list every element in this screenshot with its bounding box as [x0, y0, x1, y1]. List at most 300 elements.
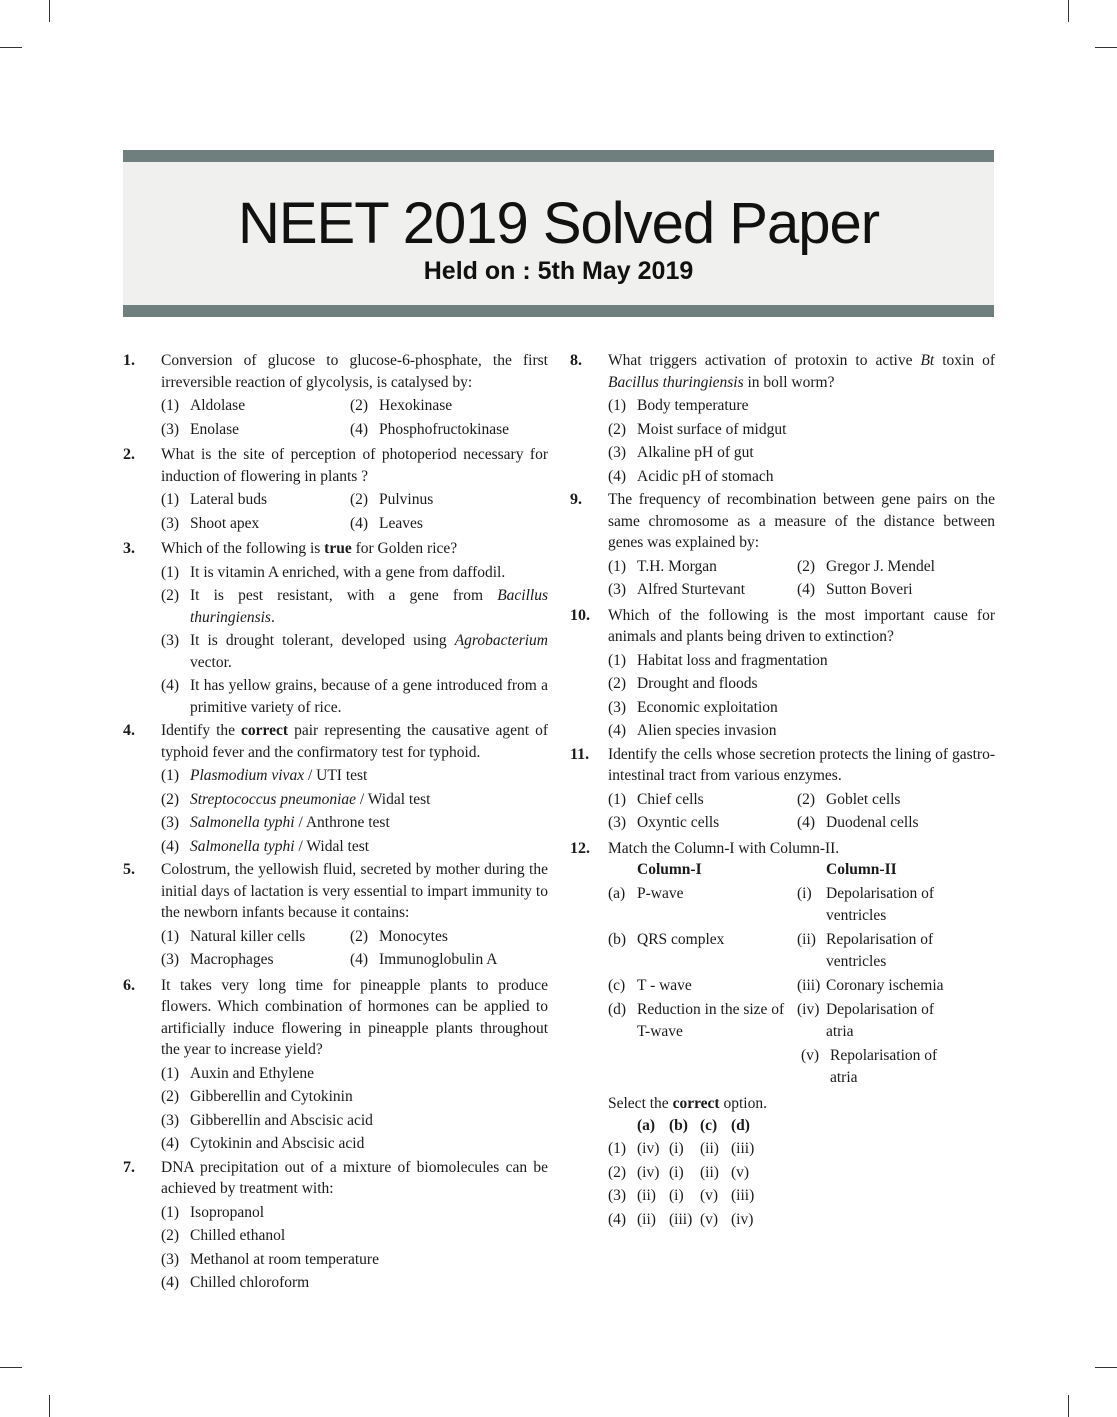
option	[350, 419, 548, 441]
option-text	[190, 421, 239, 438]
option-number: (2)	[161, 587, 180, 604]
option	[608, 789, 797, 811]
option	[161, 1249, 548, 1271]
text-run: Salmonella typhi	[190, 837, 295, 855]
text-run: It is vitamin A enriched, with a gene from daffodil.	[190, 563, 506, 581]
crop-mark	[0, 1367, 22, 1368]
option-number: (3)	[161, 514, 180, 532]
answer-option	[608, 1209, 995, 1231]
option-text	[190, 814, 390, 831]
crop-mark	[49, 1395, 50, 1417]
option-number: (1)	[161, 1203, 180, 1221]
question	[570, 350, 995, 487]
option-text	[379, 928, 448, 945]
option-number: (4)	[350, 420, 369, 438]
option	[161, 789, 548, 811]
option-text	[637, 675, 758, 692]
option	[161, 630, 548, 673]
options	[161, 562, 548, 719]
question-stem: Match the Column-I with Column-II.	[608, 839, 840, 857]
text-run: Gibberellin and Cytokinin	[190, 1088, 353, 1105]
option-text	[190, 1227, 285, 1244]
text-run: Shoot apex	[190, 514, 260, 532]
option-text	[637, 444, 754, 461]
text-run: / Anthrone test	[294, 814, 390, 831]
text-run: / UTI test	[304, 767, 368, 784]
text-run: Macrophages	[190, 951, 274, 968]
option-text	[190, 1112, 373, 1129]
option	[797, 812, 995, 834]
text-run: Chief cells	[637, 790, 704, 808]
text-run: Which of the following is the most important cause for animals and plants being driven to extinction?	[608, 606, 995, 645]
option-text	[190, 1274, 309, 1291]
item-text: Reduction in the size of T-wave	[637, 1001, 785, 1040]
text-run: Sutton Boveri	[826, 581, 913, 598]
answer-cell: (v)	[731, 1163, 750, 1181]
option	[797, 789, 995, 811]
crop-mark	[1095, 1367, 1117, 1368]
item-label: (v)	[801, 1047, 820, 1064]
option-text	[826, 814, 919, 831]
option	[608, 579, 797, 601]
text-run: Drought and floods	[637, 675, 758, 692]
option-number: (3)	[161, 1250, 180, 1268]
text-run: What is the site of perception of photoperiod necessary for induction of flowering in plants ?	[161, 446, 548, 485]
answer-header-cell: (a)	[637, 1116, 656, 1134]
option	[608, 673, 995, 695]
text-run: Goblet cells	[826, 790, 901, 808]
text-run: T.H. Morgan	[637, 557, 717, 575]
item-text: Depolarisation of atria	[826, 1001, 935, 1040]
option-number: (1)	[608, 651, 627, 669]
column-1-item	[608, 883, 797, 927]
question-stem	[161, 538, 548, 560]
crop-mark	[1095, 47, 1117, 48]
options	[608, 556, 995, 603]
text-run: Alien species invasion	[637, 722, 777, 739]
column-1-header: Column-I	[637, 861, 702, 878]
option	[608, 466, 995, 488]
option-number: (4)	[161, 677, 180, 694]
option-number: (1)	[161, 1064, 180, 1082]
option	[608, 556, 797, 578]
text-run: Which of the following is	[161, 540, 325, 557]
question	[123, 444, 548, 536]
item-label: (c)	[608, 977, 626, 994]
option-text	[637, 397, 748, 414]
item-text: Repolarisation of atria	[830, 1047, 938, 1086]
answer-cell: (iii)	[731, 1140, 755, 1157]
question-number: 1.	[123, 352, 135, 369]
option-number: (4)	[608, 722, 627, 739]
question-number: 11.	[570, 745, 590, 763]
option-text	[826, 791, 900, 808]
match-row	[608, 999, 995, 1043]
answer-cell: (i)	[669, 1140, 684, 1157]
right-column	[570, 350, 995, 1232]
option	[161, 1110, 548, 1132]
text-run: Alfred Sturtevant	[637, 581, 746, 598]
option-number: (4)	[350, 514, 369, 532]
answer-cell: (i)	[669, 1163, 684, 1181]
text-run: Phosphofructokinase	[379, 420, 510, 438]
answer-option	[608, 1185, 995, 1207]
option-number: (1)	[161, 397, 180, 414]
answer-cell: (v)	[700, 1210, 719, 1228]
crop-mark	[1068, 1395, 1069, 1417]
option-text	[190, 564, 505, 581]
answer-header-cell: (d)	[731, 1116, 750, 1134]
item-label: (i)	[797, 885, 812, 902]
answer-header-cell: (c)	[700, 1116, 718, 1134]
text-run: correct	[672, 1095, 720, 1112]
item-label: (a)	[608, 885, 626, 902]
option-number: (2)	[350, 397, 369, 414]
item-label: (ii)	[797, 931, 816, 948]
option-number: (2)	[608, 420, 627, 438]
answer-cell: (iii)	[669, 1210, 693, 1228]
column-2-item	[797, 999, 995, 1043]
text-run: Economic exploitation	[637, 698, 778, 716]
option	[350, 395, 548, 417]
option-text	[190, 1204, 264, 1221]
question-number: 5.	[123, 861, 135, 878]
text-run: Lateral buds	[190, 491, 268, 508]
text-run: Pulvinus	[379, 491, 434, 508]
option-number: (4)	[350, 951, 369, 968]
options	[161, 395, 548, 442]
option-number: (2)	[797, 557, 816, 575]
question-number: 7.	[123, 1158, 135, 1176]
question-12	[570, 838, 995, 1231]
column-1-item	[608, 929, 797, 973]
option	[161, 675, 548, 718]
text-run: toxin of	[934, 352, 995, 369]
match-row	[608, 883, 995, 927]
text-run: Select the	[608, 1095, 673, 1112]
option-text	[826, 558, 935, 575]
text-run: Natural killer cells	[190, 927, 306, 945]
left-column	[123, 350, 548, 1296]
answer-cell: (iv)	[637, 1140, 660, 1157]
text-run: Chilled chloroform	[190, 1274, 310, 1291]
option-number: (1)	[161, 491, 180, 508]
option	[161, 395, 350, 417]
answer-cell: (iv)	[731, 1210, 754, 1228]
text-run: Streptococcus pneumoniae	[190, 790, 357, 808]
option-number: (2)	[797, 790, 816, 808]
option-number: (3)	[161, 814, 180, 831]
match-header	[608, 859, 995, 881]
options	[161, 489, 548, 536]
option	[161, 1225, 548, 1247]
text-run: Identify the	[161, 722, 242, 739]
text-run: .	[270, 608, 275, 626]
text-run: It takes very long time for pineapple plants to produce flowers. Which combination of hormones can be applied to artificially induce flowering in pineapple plants throughout the year to increase yield?	[161, 976, 548, 1058]
option	[608, 720, 995, 742]
column-1-item	[608, 999, 797, 1043]
question-number: 9.	[570, 491, 582, 508]
answer-cell: (iv)	[637, 1163, 660, 1181]
option	[161, 949, 350, 971]
text-run: Gregor J. Mendel	[826, 557, 935, 575]
text-run: Identify the cells whose secretion protects the lining of gastro-intestinal tract from various enzymes.	[608, 745, 995, 784]
option	[350, 926, 548, 948]
column-1-item	[608, 975, 797, 997]
text-run: pair representing the causative agent of typhoid fever and the confirmatory test for typhoid.	[161, 722, 548, 761]
option-number: (2)	[350, 491, 369, 508]
option-number: (4)	[797, 581, 816, 598]
answer-cell: (ii)	[700, 1140, 719, 1157]
crop-mark	[1068, 0, 1069, 22]
question-stem	[161, 975, 548, 1061]
option-number: (1)	[161, 927, 180, 945]
option	[161, 513, 350, 535]
column-2-item	[797, 975, 995, 997]
answer-header	[608, 1115, 995, 1137]
option-number: (4)	[608, 467, 627, 485]
column-2-item	[797, 929, 995, 973]
option-text	[190, 791, 430, 808]
crop-mark	[0, 47, 22, 48]
question-stem	[161, 1157, 548, 1200]
answer-cell: (3)	[608, 1187, 627, 1204]
question-stem	[608, 744, 995, 787]
options	[161, 926, 548, 973]
option	[161, 562, 548, 584]
option-text	[190, 1065, 314, 1082]
text-run: correct	[241, 722, 289, 739]
option	[161, 926, 350, 948]
column-2-header: Column-II	[826, 861, 897, 878]
answer-option	[608, 1162, 995, 1184]
option	[350, 513, 548, 535]
answer-cell: (ii)	[637, 1187, 656, 1204]
text-run: / Widal test	[294, 837, 370, 855]
option	[350, 949, 548, 971]
text-run: Plasmodium vivax	[190, 767, 305, 784]
option-number: (2)	[161, 1088, 180, 1105]
option-number: (4)	[797, 814, 816, 831]
option	[161, 812, 548, 834]
crop-mark	[49, 0, 50, 22]
question	[570, 489, 995, 603]
answer-cell: (ii)	[700, 1163, 719, 1181]
options	[608, 395, 995, 487]
option-text	[379, 515, 423, 532]
text-run: It has yellow grains, because of a gene introduced from a primitive variety of rice.	[190, 677, 548, 716]
option-number: (4)	[161, 1135, 180, 1152]
option-number: (1)	[608, 397, 627, 414]
text-run: Acidic pH of stomach	[637, 467, 774, 485]
match-row	[608, 975, 995, 997]
text-run: option.	[719, 1095, 767, 1112]
option-text	[190, 928, 305, 945]
option	[161, 836, 548, 858]
option-text	[190, 491, 267, 508]
text-run: Oxyntic cells	[637, 814, 720, 831]
column-2-item	[797, 1045, 995, 1089]
item-text: T - wave	[637, 977, 692, 994]
text-run: Moist surface of midgut	[637, 420, 787, 438]
text-run: Enolase	[190, 420, 240, 438]
answer-cell: (1)	[608, 1140, 627, 1157]
option-number: (4)	[161, 1274, 180, 1291]
option-number: (2)	[350, 927, 369, 945]
option-text	[379, 397, 452, 414]
option	[608, 442, 995, 464]
page-title: NEET 2019 Solved Paper	[237, 191, 880, 256]
answer-cell: (2)	[608, 1163, 627, 1181]
options	[161, 765, 548, 857]
text-run: Conversion of glucose to glucose-6-phosphate, the first irreversible reaction of glycolysis, is catalysed by:	[161, 352, 548, 391]
option-number: (3)	[608, 444, 627, 461]
question	[570, 605, 995, 742]
option-number: (3)	[608, 581, 627, 598]
item-label: (d)	[608, 1001, 627, 1018]
question	[123, 859, 548, 973]
option-number: (2)	[161, 1227, 180, 1244]
option-text	[190, 397, 245, 414]
option	[161, 1202, 548, 1224]
text-run: Aldolase	[190, 397, 246, 414]
option-text	[190, 838, 369, 855]
option	[608, 812, 797, 834]
option-number: (4)	[161, 837, 180, 855]
option-text	[379, 421, 509, 438]
option-number: (1)	[608, 790, 627, 808]
question-number: 3.	[123, 540, 135, 557]
option-number: (2)	[161, 790, 180, 808]
option	[161, 765, 548, 787]
match-row	[608, 1045, 995, 1089]
text-run: Methanol at room temperature	[190, 1250, 379, 1268]
column-2-item	[797, 883, 995, 927]
item-text: Coronary ischemia	[826, 977, 944, 994]
text-run: Duodenal cells	[826, 814, 919, 831]
option-text	[190, 677, 548, 716]
text-run: in boll worm?	[743, 373, 835, 391]
option-text	[190, 1135, 364, 1152]
option	[797, 556, 995, 578]
item-label: (iv)	[797, 1001, 820, 1018]
page-subtitle: Held on : 5th May 2019	[423, 257, 694, 285]
option	[161, 585, 548, 628]
answer-cell: (ii)	[637, 1210, 656, 1228]
option-text	[190, 767, 367, 784]
option-text	[379, 491, 433, 508]
question-stem	[161, 350, 548, 393]
text-run: Immunoglobulin A	[379, 951, 498, 968]
select-instruction	[608, 1093, 995, 1115]
text-run: Auxin and Ethylene	[190, 1064, 314, 1082]
item-text: P-wave	[637, 885, 684, 902]
question-stem	[161, 720, 548, 763]
options	[161, 1063, 548, 1155]
text-run: DNA precipitation out of a mixture of biomolecules can be achieved by treatment with:	[161, 1158, 548, 1197]
option-text	[190, 1088, 353, 1105]
answer-cell: (4)	[608, 1210, 627, 1228]
text-run: Bacillus thuringiensis	[190, 587, 548, 626]
spacer	[608, 1115, 637, 1137]
option-text	[637, 814, 719, 831]
answer-cell: (v)	[700, 1187, 719, 1204]
text-run: Gibberellin and Abscisic acid	[190, 1111, 373, 1129]
option-text	[637, 421, 786, 438]
option	[161, 1063, 548, 1085]
option-number: (3)	[161, 1111, 180, 1129]
option	[161, 419, 350, 441]
question-stem	[608, 350, 995, 393]
option	[608, 419, 995, 441]
text-run: Isopropanol	[190, 1203, 265, 1221]
option-number: (1)	[161, 767, 180, 784]
option	[797, 579, 995, 601]
question-stem	[608, 489, 995, 554]
option	[161, 1086, 548, 1108]
item-label: (iii)	[797, 977, 821, 994]
option-text	[637, 699, 778, 716]
option-number: (2)	[608, 675, 627, 692]
option-text	[637, 468, 773, 485]
option-text	[190, 587, 548, 626]
question	[123, 720, 548, 857]
options	[608, 650, 995, 742]
answer-header-cell: (b)	[669, 1116, 688, 1134]
text-run: for Golden rice?	[351, 540, 458, 557]
option-number: (3)	[608, 814, 627, 831]
text-run: true	[324, 540, 352, 557]
question-number: 6.	[123, 976, 135, 994]
answer-cell: (iii)	[731, 1187, 755, 1204]
item-text: QRS complex	[637, 931, 725, 948]
text-run: It is drought tolerant, developed using	[190, 632, 455, 649]
question	[123, 538, 548, 718]
option-text	[637, 791, 704, 808]
title-box	[123, 162, 994, 305]
option-text	[190, 515, 259, 532]
question-stem	[608, 605, 995, 648]
option-text	[637, 722, 776, 739]
option-text	[637, 558, 717, 575]
option	[161, 489, 350, 511]
text-run: What triggers activation of protoxin to active	[608, 352, 921, 369]
text-run: Leaves	[379, 514, 423, 532]
text-run: Salmonella typhi	[190, 814, 295, 831]
option-number: (1)	[161, 563, 180, 581]
text-run: Habitat loss and fragmentation	[637, 651, 828, 669]
text-run: Hexokinase	[379, 397, 453, 414]
text-run: Agrobacterium	[454, 632, 548, 649]
match-row	[608, 929, 995, 973]
question-number: 12.	[570, 839, 590, 857]
option	[161, 1133, 548, 1155]
answer-cell: (i)	[669, 1187, 684, 1204]
text-run: Chilled ethanol	[190, 1227, 286, 1244]
item-text: Repolarisation of ventricles	[826, 931, 934, 970]
option	[608, 697, 995, 719]
option-text	[637, 581, 745, 598]
option	[161, 1272, 548, 1294]
question-number: 10.	[570, 606, 590, 624]
question	[123, 350, 548, 442]
question	[123, 975, 548, 1155]
text-run: Bacillus thuringiensis	[608, 373, 744, 391]
question-number: 4.	[123, 722, 135, 739]
option-text	[826, 581, 913, 598]
item-text: Depolarisation of ventricles	[826, 885, 935, 924]
text-run: The frequency of recombination between gene pairs on the same chromosome as a measure of the distance between genes was explained by:	[608, 491, 995, 551]
